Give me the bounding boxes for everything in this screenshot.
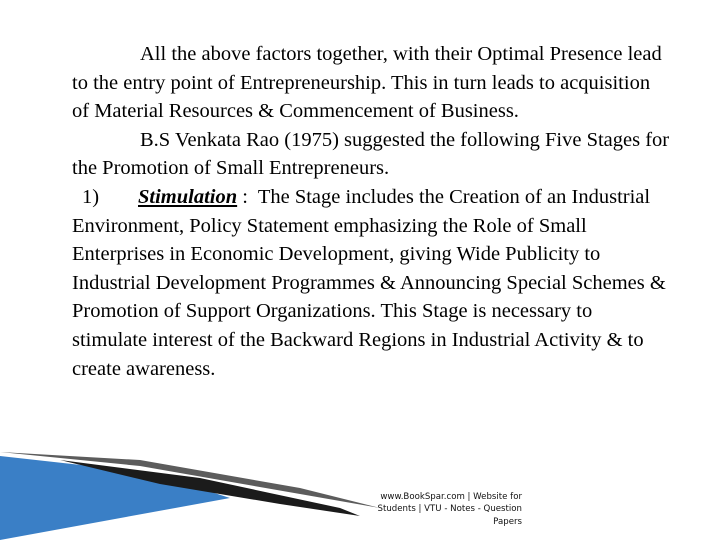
footer-credit xyxy=(318,491,522,528)
list-item-stimulation xyxy=(72,183,672,383)
paragraph-entrepreneurship-entry: All the above factors together, with their Optimal Presence lead to the entry point of Entrepreneurship. This in turn leads to acquisition of Material Resources & Commencement of Business. xyxy=(72,43,662,123)
footer-line: Students | VTU - Notes - Question xyxy=(377,504,522,515)
footer-line: Papers xyxy=(493,516,522,527)
slide-body xyxy=(72,40,672,383)
list-item-term: Stimulation xyxy=(138,185,238,208)
list-item-separator: : xyxy=(237,185,258,208)
list-item-number: 1) xyxy=(82,185,100,208)
list-item-text: The Stage includes the Creation of an Industrial Environment, Policy Statement emphasizing the Role of Small Enterprises in Economic Development, giving Wide Publicity to Industrial Development Programmes & Announcing Special Schemes & Promotion of Support Organizations. This Stage is necessary to stimulate interest of the Backward Regions in Industrial Activity & to create awareness. xyxy=(72,185,666,380)
footer-line: www.BookSpar.com | Website for xyxy=(380,492,522,502)
paragraph-venkata-rao-stages: B.S Venkata Rao (1975) suggested the following Five Stages for the Promotion of Small Entrepreneurs. xyxy=(72,128,670,180)
